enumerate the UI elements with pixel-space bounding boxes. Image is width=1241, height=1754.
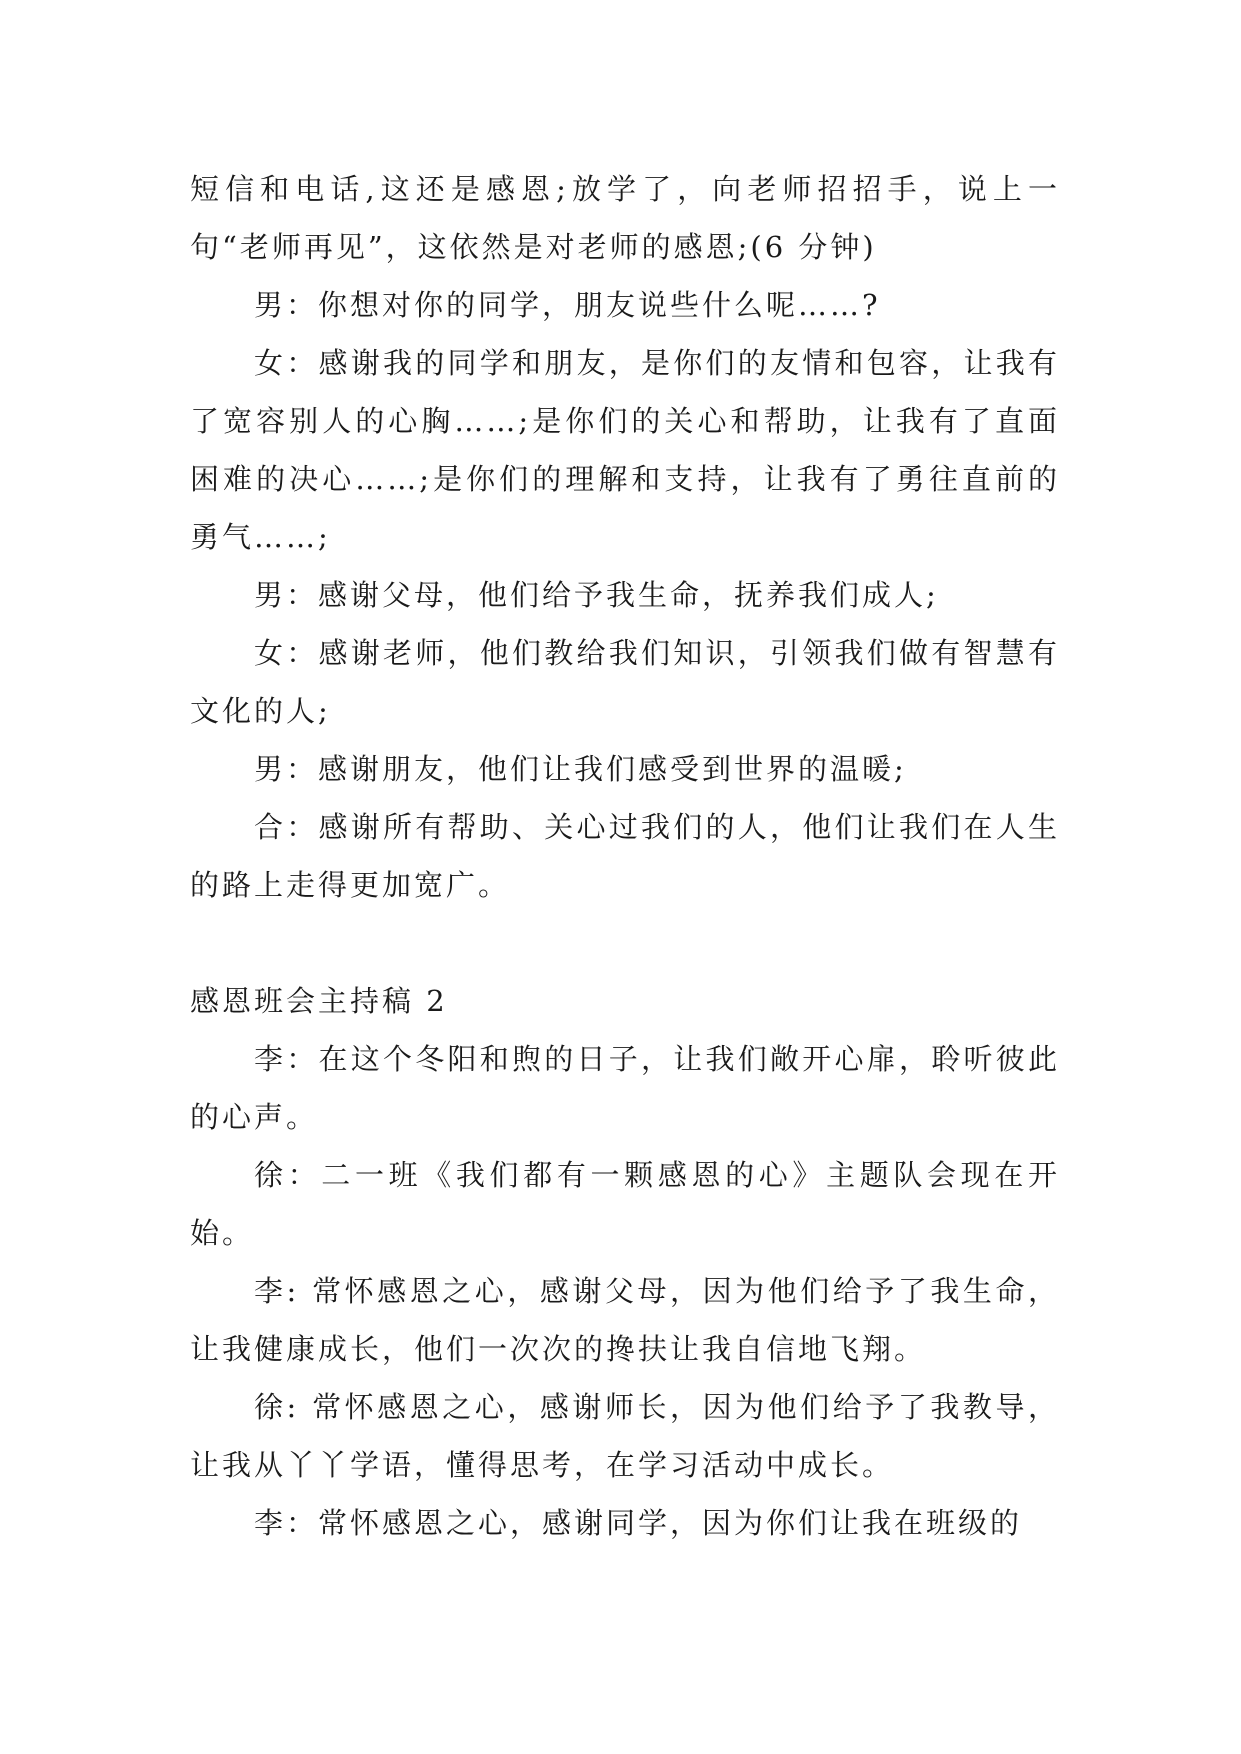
paragraph: 女：感谢老师，他们教给我们知识，引领我们做有智慧有文化的人; xyxy=(190,636,1060,728)
paragraph: 短信和电话,这还是感恩;放学了，向老师招招手，说上一句“老师再见”，这依然是对老师的感恩;(6 分钟) xyxy=(190,172,1060,264)
section-title: 感恩班会主持稿 2 xyxy=(190,984,448,1018)
paragraph: 李: 常怀感恩之心，感谢父母，因为他们给予了我生命，让我健康成长，他们一次次的搀扶让我自信地飞翔。 xyxy=(190,1274,1060,1366)
paragraph: 女：感谢我的同学和朋友，是你们的友情和包容，让我有了宽容别人的心胸……;是你们的关心和帮助，让我有了直面困难的决心……;是你们的理解和支持，让我有了勇往直前的勇气……; xyxy=(190,346,1060,554)
paragraph: 男：感谢父母，他们给予我生命，抚养我们成人; xyxy=(254,578,939,612)
paragraph: 男：你想对你的同学，朋友说些什么呢……? xyxy=(254,288,881,322)
paragraph: 李：在这个冬阳和煦的日子，让我们敞开心扉，聆听彼此的心声。 xyxy=(190,1042,1060,1134)
paragraph: 李：常怀感恩之心，感谢同学，因为你们让我在班级的 xyxy=(254,1506,1023,1540)
paragraph: 男：感谢朋友，他们让我们感受到世界的温暖; xyxy=(254,752,907,786)
section-spacer xyxy=(190,914,1060,972)
document-body xyxy=(190,160,1060,1552)
paragraph: 合：感谢所有帮助、关心过我们的人，他们让我们在人生的路上走得更加宽广。 xyxy=(190,810,1060,902)
paragraph: 徐：二一班《我们都有一颗感恩的心》主题队会现在开始。 xyxy=(190,1158,1060,1250)
paragraph: 徐: 常怀感恩之心，感谢师长，因为他们给予了我教导，让我从丫丫学语，懂得思考，在学习活动中成长。 xyxy=(190,1390,1060,1482)
